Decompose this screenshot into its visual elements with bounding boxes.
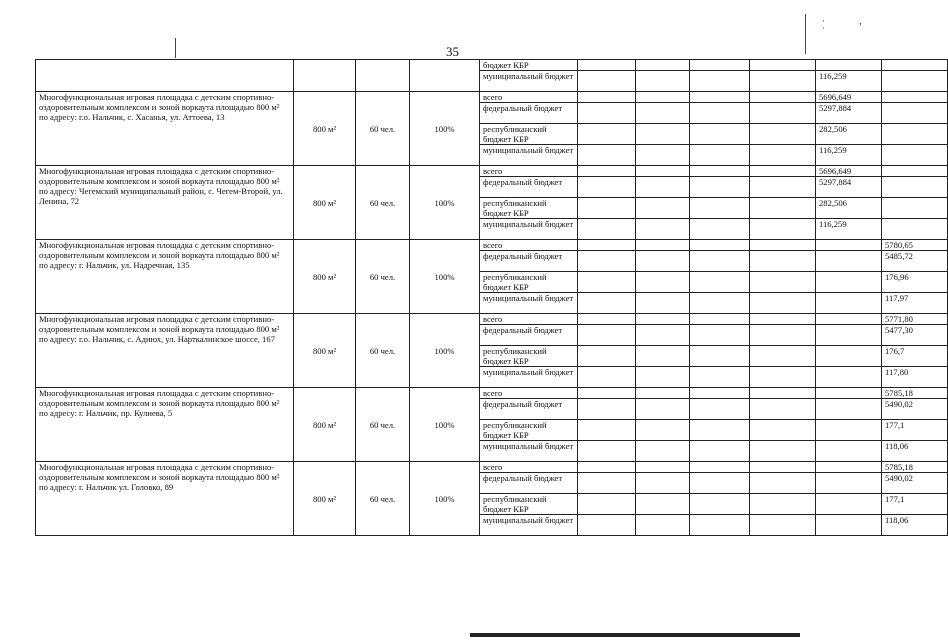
area-value: 800 м² bbox=[294, 240, 356, 314]
funding-value bbox=[578, 240, 636, 251]
funding-value bbox=[882, 71, 948, 92]
funding-value: 5485,72 bbox=[882, 251, 948, 272]
funding-value bbox=[578, 346, 636, 367]
funding-source: муниципальный бюджет bbox=[480, 219, 578, 240]
capacity-value: 60 чел. bbox=[356, 240, 410, 314]
funding-value bbox=[750, 219, 816, 240]
funding-value bbox=[690, 145, 750, 166]
funding-value bbox=[750, 314, 816, 325]
funding-value: 117,97 bbox=[882, 293, 948, 314]
funding-value bbox=[816, 293, 882, 314]
funding-value bbox=[690, 251, 750, 272]
area-value: 800 м² bbox=[294, 92, 356, 166]
funding-value bbox=[578, 293, 636, 314]
table-row bbox=[36, 314, 948, 325]
funding-value bbox=[816, 367, 882, 388]
funding-value bbox=[690, 420, 750, 441]
funding-value bbox=[690, 515, 750, 536]
funding-value: 5696,649 bbox=[816, 92, 882, 103]
funding-value bbox=[690, 494, 750, 515]
funding-value bbox=[816, 346, 882, 367]
funding-source: всего bbox=[480, 166, 578, 177]
table-row bbox=[36, 388, 948, 399]
funding-value bbox=[578, 420, 636, 441]
funding-value: 5785,18 bbox=[882, 388, 948, 399]
funding-value bbox=[578, 473, 636, 494]
funding-value bbox=[636, 441, 690, 462]
funding-value bbox=[636, 367, 690, 388]
funding-value bbox=[578, 325, 636, 346]
funding-value bbox=[636, 399, 690, 420]
funding-value: 116,259 bbox=[816, 145, 882, 166]
funding-value bbox=[750, 515, 816, 536]
funding-source: федеральный бюджет bbox=[480, 325, 578, 346]
funding-value: 118,06 bbox=[882, 515, 948, 536]
funding-source: республиканский бюджет КБР bbox=[480, 494, 578, 515]
funding-value bbox=[578, 103, 636, 124]
funding-value bbox=[750, 494, 816, 515]
readiness-value: 100% bbox=[410, 166, 480, 240]
funding-value bbox=[750, 293, 816, 314]
funding-value bbox=[578, 145, 636, 166]
table-row bbox=[36, 92, 948, 103]
funding-value bbox=[578, 272, 636, 293]
funding-value bbox=[750, 388, 816, 399]
funding-source: муниципальный бюджет bbox=[480, 515, 578, 536]
funding-value bbox=[578, 314, 636, 325]
area-value: 800 м² bbox=[294, 166, 356, 240]
funding-value: 177,1 bbox=[882, 494, 948, 515]
funding-value bbox=[690, 124, 750, 145]
funding-value bbox=[636, 314, 690, 325]
funding-value bbox=[690, 240, 750, 251]
funding-value bbox=[690, 473, 750, 494]
funding-value bbox=[578, 60, 636, 71]
funding-value bbox=[636, 124, 690, 145]
funding-source: республиканский бюджет КБР bbox=[480, 346, 578, 367]
funding-value bbox=[816, 473, 882, 494]
funding-value bbox=[636, 166, 690, 177]
funding-value: 5785,18 bbox=[882, 462, 948, 473]
funding-value bbox=[636, 103, 690, 124]
funding-value: 5297,884 bbox=[816, 103, 882, 124]
funding-value bbox=[816, 441, 882, 462]
area-value: 800 м² bbox=[294, 314, 356, 388]
funding-value: 5696,649 bbox=[816, 166, 882, 177]
funding-value bbox=[750, 103, 816, 124]
funding-value bbox=[578, 177, 636, 198]
budget-table-body bbox=[36, 60, 948, 536]
funding-value bbox=[750, 198, 816, 219]
funding-value: 116,259 bbox=[816, 219, 882, 240]
funding-source: федеральный бюджет bbox=[480, 103, 578, 124]
funding-value bbox=[578, 494, 636, 515]
funding-value bbox=[636, 145, 690, 166]
funding-value bbox=[690, 219, 750, 240]
area-cell bbox=[294, 60, 356, 92]
funding-value bbox=[578, 515, 636, 536]
funding-source: муниципальный бюджет bbox=[480, 441, 578, 462]
funding-value bbox=[750, 251, 816, 272]
funding-value bbox=[636, 346, 690, 367]
page-number: 35 bbox=[446, 44, 459, 59]
funding-source: всего bbox=[480, 240, 578, 251]
table-row bbox=[36, 462, 948, 473]
funding-value bbox=[636, 198, 690, 219]
funding-value: 282,506 bbox=[816, 124, 882, 145]
funding-value bbox=[750, 325, 816, 346]
margin-mark bbox=[175, 38, 176, 58]
readiness-value: 100% bbox=[410, 462, 480, 536]
funding-value bbox=[636, 92, 690, 103]
funding-value bbox=[750, 124, 816, 145]
funding-source: республиканский бюджет КБР bbox=[480, 124, 578, 145]
table-row bbox=[36, 240, 948, 251]
funding-value bbox=[882, 166, 948, 177]
funding-value bbox=[750, 420, 816, 441]
funding-source: муниципальный бюджет bbox=[480, 367, 578, 388]
funding-source: республиканский бюджет КБР bbox=[480, 272, 578, 293]
funding-value bbox=[636, 219, 690, 240]
funding-value bbox=[690, 346, 750, 367]
readiness-cell bbox=[410, 60, 480, 92]
funding-value bbox=[882, 92, 948, 103]
funding-value bbox=[882, 60, 948, 71]
funding-value bbox=[636, 420, 690, 441]
funding-value bbox=[690, 103, 750, 124]
funding-value bbox=[636, 272, 690, 293]
funding-source: федеральный бюджет bbox=[480, 399, 578, 420]
project-name: Многофункциональная игровая площадка с детским спортивно-оздоровительным комплексом и зоной воркаута площадью 800 м² по адресу: г. Нальчик, ул. Надречная, 135 bbox=[36, 240, 294, 314]
funding-value bbox=[690, 166, 750, 177]
funding-value: 5490,02 bbox=[882, 399, 948, 420]
funding-value: 176,96 bbox=[882, 272, 948, 293]
funding-value bbox=[636, 325, 690, 346]
funding-value bbox=[750, 145, 816, 166]
funding-value bbox=[636, 462, 690, 473]
budget-table bbox=[35, 59, 948, 536]
project-name: Многофункциональная игровая площадка с детским спортивно-оздоровительным комплексом и зоной воркаута площадью 800 м² по адресу: г. Нальчик, пр. Кулиева, 5 bbox=[36, 388, 294, 462]
funding-value bbox=[578, 251, 636, 272]
capacity-value: 60 чел. bbox=[356, 462, 410, 536]
funding-value: 5490,02 bbox=[882, 473, 948, 494]
funding-source: муниципальный бюджет bbox=[480, 71, 578, 92]
capacity-value: 60 чел. bbox=[356, 314, 410, 388]
funding-value bbox=[690, 325, 750, 346]
funding-value bbox=[882, 198, 948, 219]
funding-value bbox=[882, 145, 948, 166]
funding-value bbox=[816, 240, 882, 251]
funding-source: федеральный бюджет bbox=[480, 251, 578, 272]
project-name: Многофункциональная игровая площадка с детским спортивно-оздоровительным комплексом и зоной воркаута площадью 800 м² по адресу: г. Нальчик ул. Головко, 89 bbox=[36, 462, 294, 536]
funding-value bbox=[750, 399, 816, 420]
funding-value bbox=[636, 293, 690, 314]
area-value: 800 м² bbox=[294, 388, 356, 462]
project-name: Многофункциональная игровая площадка с детским спортивно-оздоровительным комплексом и зоной воркаута площадью 800 м² по адресу: Чегемский муниципальный район, с. Чегем-Второй, ул. Ленина, 72 bbox=[36, 166, 294, 240]
funding-source: всего bbox=[480, 462, 578, 473]
funding-value: 5780,65 bbox=[882, 240, 948, 251]
funding-value bbox=[816, 420, 882, 441]
table-row bbox=[36, 60, 948, 71]
margin-mark bbox=[805, 14, 806, 54]
funding-value: 5477,30 bbox=[882, 325, 948, 346]
funding-value bbox=[816, 388, 882, 399]
funding-value bbox=[690, 272, 750, 293]
area-value: 800 м² bbox=[294, 462, 356, 536]
funding-value bbox=[690, 293, 750, 314]
funding-source: федеральный бюджет bbox=[480, 473, 578, 494]
funding-source: бюджет КБР bbox=[480, 60, 578, 71]
project-name: Многофункциональная игровая площадка с детским спортивно-оздоровительным комплексом и зоной воркаута площадью 800 м² по адресу: г.о. Нальчик, с. Адиюх, ул. Нарткалинское шоссе, 167 bbox=[36, 314, 294, 388]
table-row bbox=[36, 166, 948, 177]
funding-source: республиканский бюджет КБР bbox=[480, 198, 578, 219]
funding-value bbox=[636, 71, 690, 92]
funding-value bbox=[750, 462, 816, 473]
funding-value bbox=[816, 494, 882, 515]
funding-value bbox=[578, 166, 636, 177]
funding-source: муниципальный бюджет bbox=[480, 145, 578, 166]
funding-value bbox=[636, 240, 690, 251]
funding-value bbox=[816, 314, 882, 325]
funding-value bbox=[578, 367, 636, 388]
funding-source: республиканский бюджет КБР bbox=[480, 420, 578, 441]
corner-marks: · , ˈ bbox=[822, 16, 878, 36]
capacity-cell bbox=[356, 60, 410, 92]
readiness-value: 100% bbox=[410, 314, 480, 388]
funding-value bbox=[690, 462, 750, 473]
funding-source: муниципальный бюджет bbox=[480, 293, 578, 314]
funding-value bbox=[690, 92, 750, 103]
readiness-value: 100% bbox=[410, 388, 480, 462]
funding-value bbox=[750, 166, 816, 177]
funding-value bbox=[690, 177, 750, 198]
funding-value bbox=[750, 346, 816, 367]
funding-value bbox=[816, 272, 882, 293]
funding-value bbox=[816, 515, 882, 536]
capacity-value: 60 чел. bbox=[356, 166, 410, 240]
funding-value bbox=[578, 441, 636, 462]
funding-value bbox=[636, 473, 690, 494]
funding-value bbox=[690, 441, 750, 462]
funding-value bbox=[636, 494, 690, 515]
project-name-cell bbox=[36, 60, 294, 92]
funding-value bbox=[750, 71, 816, 92]
funding-source: федеральный бюджет bbox=[480, 177, 578, 198]
funding-value bbox=[636, 60, 690, 71]
funding-value bbox=[816, 399, 882, 420]
funding-value: 116,259 bbox=[816, 71, 882, 92]
funding-value bbox=[750, 60, 816, 71]
funding-value: 5297,884 bbox=[816, 177, 882, 198]
funding-value bbox=[636, 177, 690, 198]
funding-value bbox=[578, 219, 636, 240]
funding-value bbox=[750, 441, 816, 462]
funding-value bbox=[690, 388, 750, 399]
funding-value bbox=[690, 60, 750, 71]
funding-value bbox=[578, 124, 636, 145]
funding-value: 282,506 bbox=[816, 198, 882, 219]
funding-value bbox=[690, 198, 750, 219]
funding-value bbox=[578, 462, 636, 473]
capacity-value: 60 чел. bbox=[356, 388, 410, 462]
funding-value bbox=[816, 60, 882, 71]
funding-value bbox=[882, 177, 948, 198]
funding-value: 117,80 bbox=[882, 367, 948, 388]
readiness-value: 100% bbox=[410, 92, 480, 166]
funding-source: всего bbox=[480, 314, 578, 325]
funding-value bbox=[578, 92, 636, 103]
funding-value bbox=[690, 314, 750, 325]
project-name: Многофункциональная игровая площадка с детским спортивно-оздоровительным комплексом и зоной воркаута площадью 800 м² по адресу: г.о. Нальчик, с. Хасанья, ул. Аттоева, 13 bbox=[36, 92, 294, 166]
funding-value bbox=[750, 177, 816, 198]
funding-value bbox=[816, 325, 882, 346]
funding-value bbox=[690, 367, 750, 388]
funding-value bbox=[816, 251, 882, 272]
funding-value bbox=[816, 462, 882, 473]
funding-value bbox=[882, 124, 948, 145]
funding-value bbox=[750, 92, 816, 103]
funding-value bbox=[578, 198, 636, 219]
funding-value bbox=[578, 399, 636, 420]
funding-value: 5771,80 bbox=[882, 314, 948, 325]
funding-value bbox=[636, 388, 690, 399]
funding-source: всего bbox=[480, 388, 578, 399]
funding-value bbox=[636, 251, 690, 272]
funding-value bbox=[578, 388, 636, 399]
funding-value bbox=[636, 515, 690, 536]
funding-value: 176,7 bbox=[882, 346, 948, 367]
funding-value bbox=[750, 473, 816, 494]
funding-value bbox=[578, 71, 636, 92]
funding-value: 177,1 bbox=[882, 420, 948, 441]
funding-value bbox=[750, 272, 816, 293]
funding-source: всего bbox=[480, 92, 578, 103]
bottom-bar bbox=[470, 633, 800, 637]
funding-value bbox=[882, 103, 948, 124]
funding-value bbox=[690, 71, 750, 92]
funding-value bbox=[690, 399, 750, 420]
capacity-value: 60 чел. bbox=[356, 92, 410, 166]
readiness-value: 100% bbox=[410, 240, 480, 314]
funding-value bbox=[750, 240, 816, 251]
funding-value bbox=[882, 219, 948, 240]
funding-value: 118,06 bbox=[882, 441, 948, 462]
funding-value bbox=[750, 367, 816, 388]
